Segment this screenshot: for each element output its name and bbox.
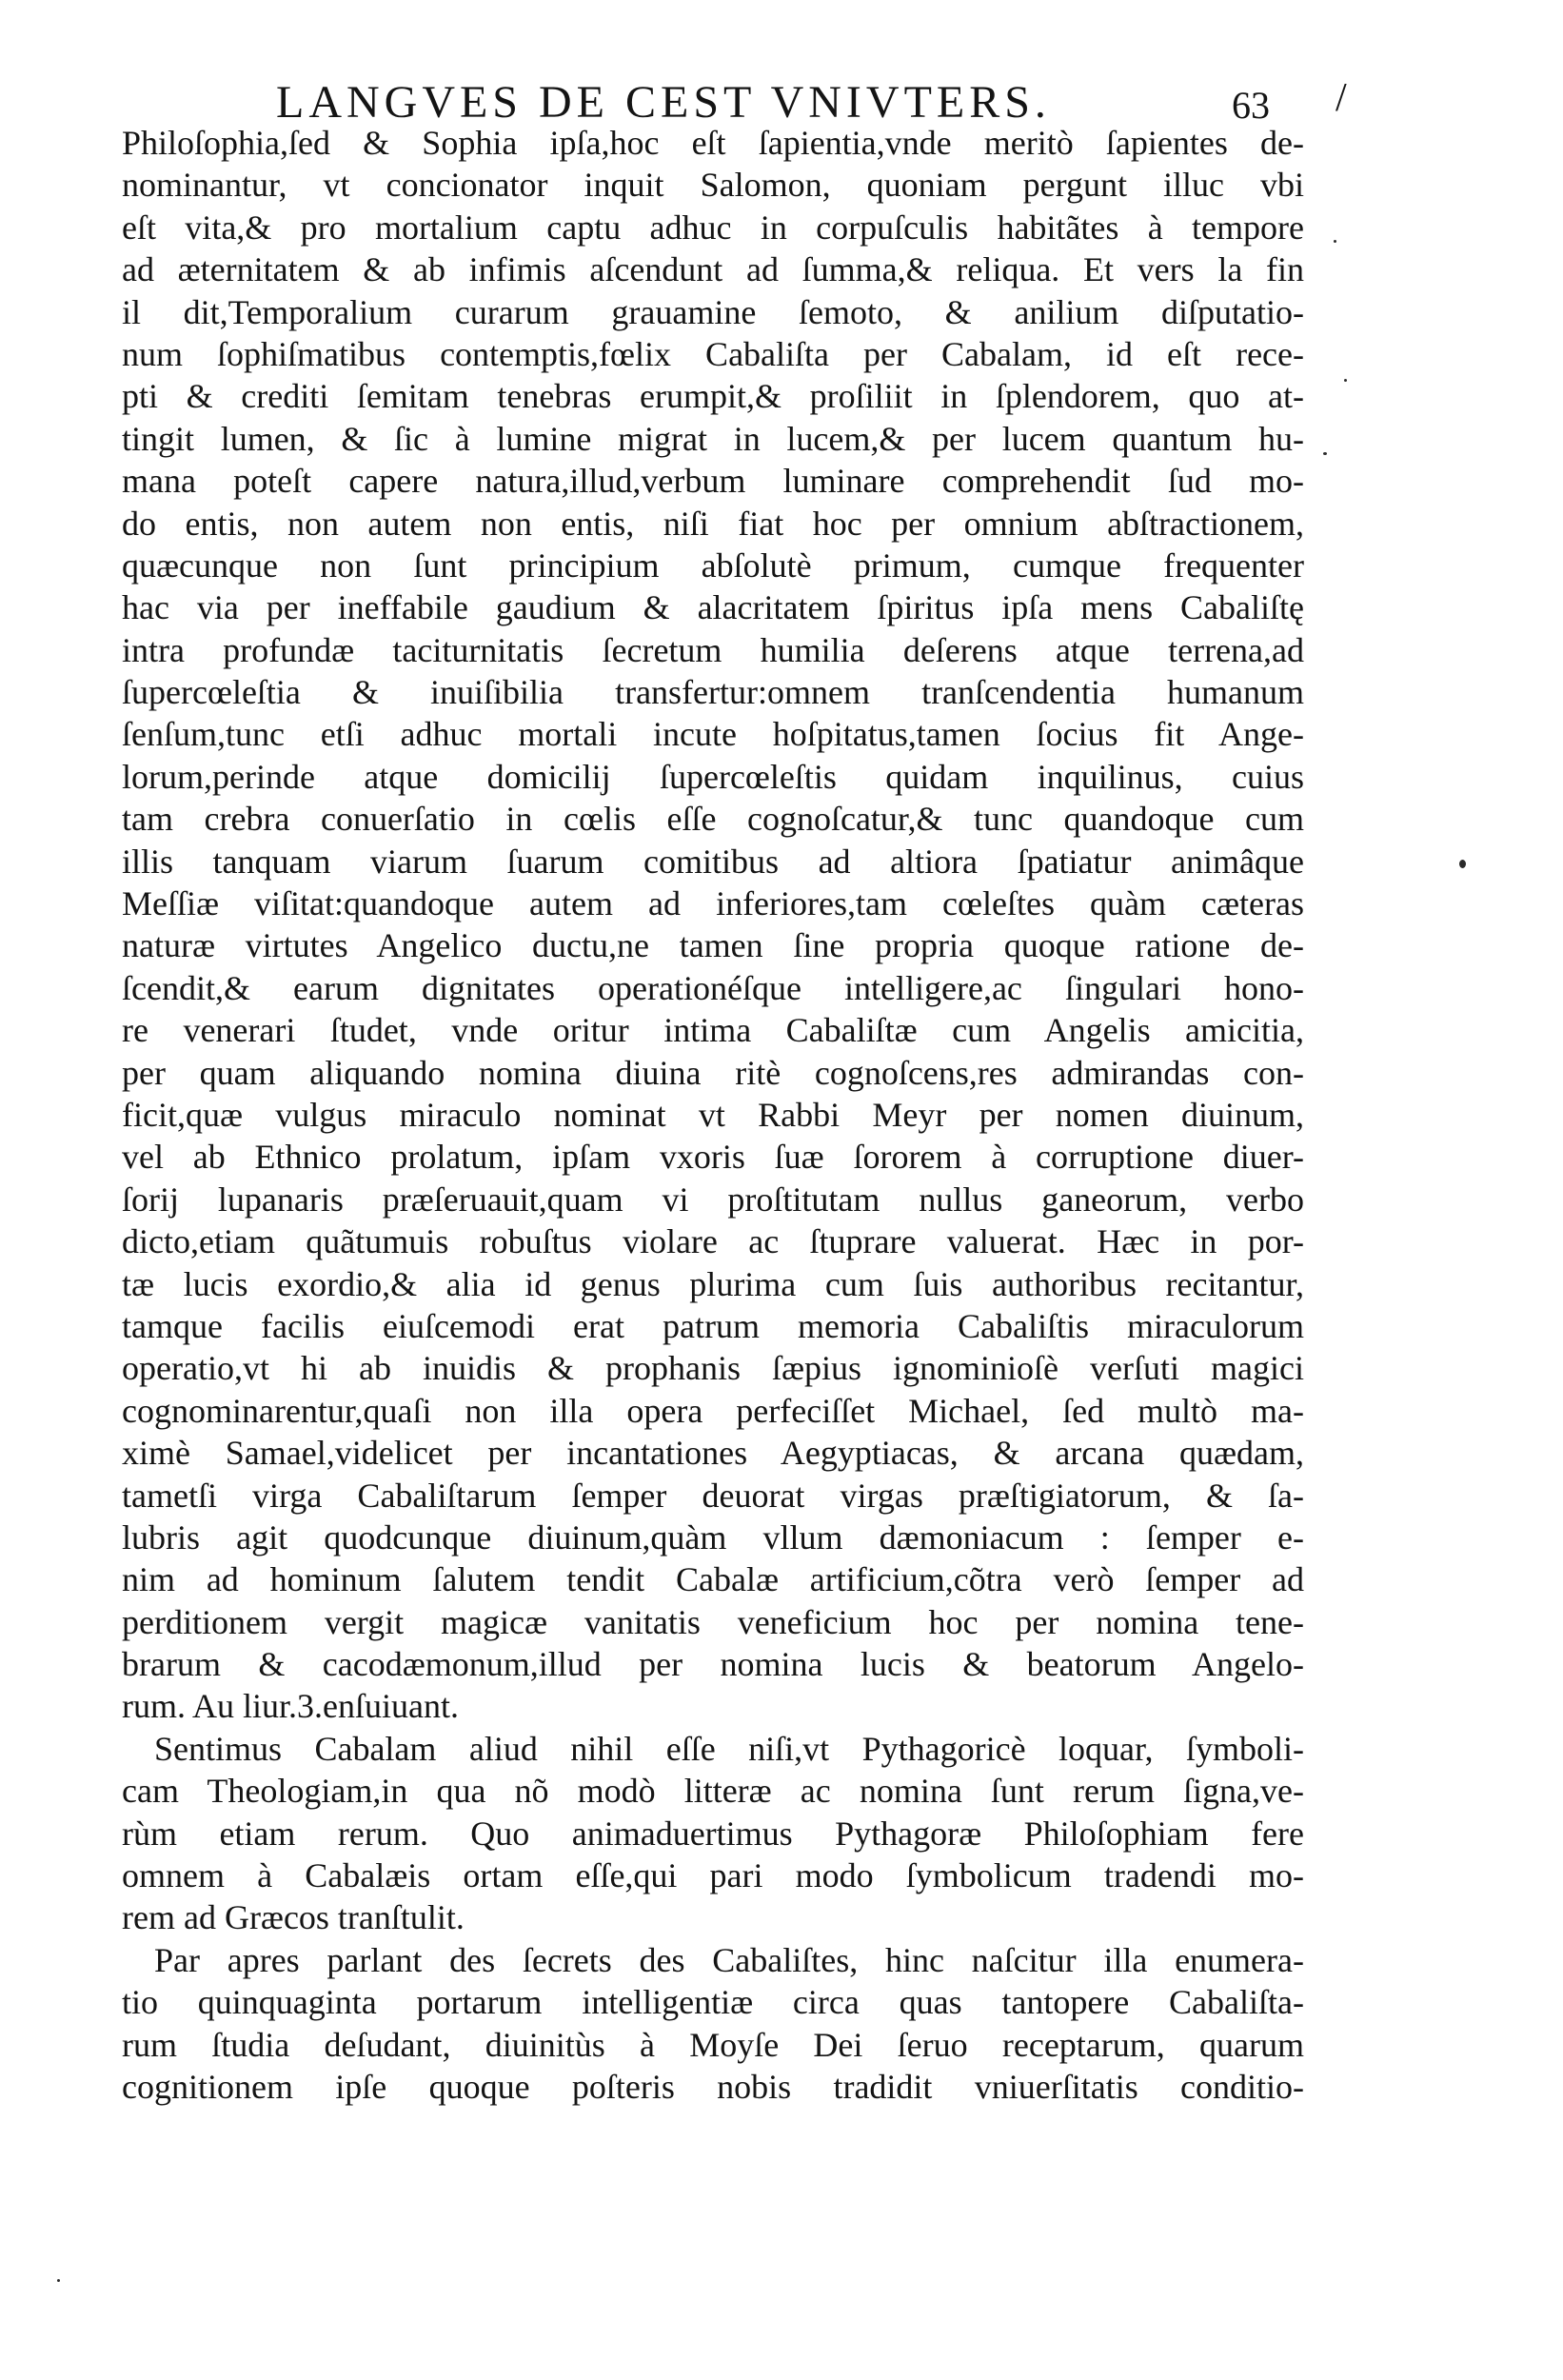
paragraph-2 <box>122 1728 1304 1939</box>
text-line: ficit,quæ vulgus miraculo nominat vt Rabbi Meyr per nomen diuinum, <box>122 1095 1304 1134</box>
body-text <box>122 122 1304 2108</box>
ink-speck <box>1323 452 1327 455</box>
paragraph-3 <box>122 1939 1304 2109</box>
text-line: rem ad Græcos tranſtulit. <box>122 1898 465 1937</box>
text-line: cognitionem ipſe quoque poſteris nobis tradidit vniuerſitatis conditio- <box>122 2067 1304 2106</box>
running-title: LANGVES DE CEST VNIVTERS. <box>276 77 1051 128</box>
text-line: Sentimus Cabalam aliud nihil eſſe niſi,vt Pythagoricè loquar, ſymboli- <box>154 1729 1304 1768</box>
text-line: Par apres parlant des ſecrets des Cabaliſtes, hinc naſcitur illa enumera- <box>154 1940 1304 1979</box>
text-line: tingit lumen, & ſic à lumine migrat in lucem,& per lucem quantum hu- <box>122 419 1304 458</box>
text-line: rùm etiam rerum. Quo animaduertimus Pythagoræ Philoſophiam fere <box>122 1814 1304 1853</box>
text-line: intra profundæ taciturnitatis ſecretum humilia deſerens atque terrena,ad <box>122 630 1304 669</box>
text-line: cognominarentur,quaſi non illa opera perfeciſſet Michael, ſed multò ma- <box>122 1391 1304 1430</box>
text-line: quæcunque non ſunt principium abſolutè primum, cumque frequenter <box>122 545 1304 585</box>
text-line: hac via per ineffabile gaudium & alacritatem ſpiritus ipſa mens Cabaliſtę <box>122 588 1304 627</box>
ink-speck <box>57 2279 60 2282</box>
text-line: illis tanquam viarum ſuarum comitibus ad altiora ſpatiatur animâque <box>122 842 1304 881</box>
text-line: tio quinquaginta portarum intelligentiæ circa quas tantopere Cabaliſta- <box>122 1983 1304 2022</box>
text-line: lorum,perinde atque domicilij ſupercœleſtis quidam inquilinus, cuius <box>122 757 1304 796</box>
text-line: Philoſophia,ſed & Sophia ipſa,hoc eſt ſapientia,vnde meritò ſapientes de- <box>122 124 1304 162</box>
text-line: ximè Samael,videlicet per incantationes Aegyptiacas, & arcana quædam, <box>122 1434 1304 1473</box>
text-line: ſenſum,tunc etſi adhuc mortali incute hoſpitatus,tamen ſocius fit Ange- <box>122 715 1304 754</box>
text-line: il dit,Temporalium curarum grauamine ſemoto, & anilium diſputatio- <box>122 292 1304 331</box>
text-line: cam Theologiam,in qua nõ modò litteræ ac nomina ſunt rerum ſigna,ve- <box>122 1772 1304 1811</box>
text-line: mana poteſt capere natura,illud,verbum luminare comprehendit ſud mo- <box>122 462 1304 501</box>
text-line: tam crebra conuerſatio in cœlis eſſe cognoſcatur,& tunc quandoque cum <box>122 800 1304 839</box>
ink-speck <box>1334 240 1336 243</box>
margin-mark: / <box>1335 76 1347 120</box>
text-line: pti & crediti ſemitam tenebras erumpit,& proſiliit in ſplendorem, quo at- <box>122 377 1304 416</box>
ink-speck <box>1459 860 1466 868</box>
text-line: perditionem vergit magicæ vanitatis veneficium hoc per nomina tene- <box>122 1602 1304 1641</box>
text-line: num ſophiſmatibus contemptis,fœlix Cabaliſta per Cabalam, id eſt rece- <box>122 334 1304 373</box>
text-line: omnem à Cabalæis ortam eſſe,qui pari modo ſymbolicum tradendi mo- <box>122 1856 1304 1895</box>
text-line: rum. Au liur.3.enſuiuant. <box>122 1687 459 1726</box>
text-line: nim ad hominum ſalutem tendit Cabalæ artificium,cõtra verò ſemper ad <box>122 1560 1304 1599</box>
text-line: tamque facilis eiuſcemodi erat patrum memoria Cabaliſtis miraculorum <box>122 1306 1304 1345</box>
ink-speck <box>1344 379 1347 382</box>
text-line: dicto,etiam quãtumuis robuſtus violare ac ſtuprare valuerat. Hæc in por- <box>122 1222 1304 1261</box>
text-line: brarum & cacodæmonum,illud per nomina lucis & beatorum Angelo- <box>122 1645 1304 1684</box>
text-line: naturæ virtutes Angelico ductu,ne tamen ſine propria quoque ratione de- <box>122 926 1304 965</box>
text-line: nominantur, vt concionator inquit Salomon, quoniam pergunt illuc vbi <box>122 166 1304 205</box>
text-line: rum ſtudia deſudant, diuinitùs à Moyſe Dei ſeruo receptarum, quarum <box>122 2025 1304 2064</box>
text-line: Meſſiæ viſitat:quandoque autem ad inferiores,tam cœleſtes quàm cæteras <box>122 884 1304 923</box>
paragraph-1 <box>122 122 1304 1728</box>
text-line: per quam aliquando nomina diuina ritè cognoſcens,res admirandas con- <box>122 1053 1304 1092</box>
text-line: tæ lucis exordio,& alia id genus plurima cum ſuis authoribus recitantur, <box>122 1264 1304 1303</box>
text-line: operatio,vt hi ab inuidis & prophanis ſæpius ignominioſè verſuti magici <box>122 1349 1304 1388</box>
text-line: vel ab Ethnico prolatum, ipſam vxoris ſuæ ſororem à corruptione diuer- <box>122 1138 1304 1177</box>
text-line: re venerari ſtudet, vnde oritur intima Cabaliſtæ cum Angelis amicitia, <box>122 1011 1304 1050</box>
text-line: ſupercœleſtia & inuiſibilia transfertur:omnem tranſcendentia humanum <box>122 673 1304 712</box>
text-line: ſorij lupanaris præſeruauit,quam vi proſtitutam nullus ganeorum, verbo <box>122 1180 1304 1219</box>
page-number: 63 <box>1232 84 1270 127</box>
text-line: eſt vita,& pro mortalium captu adhuc in corpuſculis habitãtes à tempore <box>122 208 1304 247</box>
text-line: do entis, non autem non entis, niſi fiat hoc per omnium abſtractionem, <box>122 504 1304 543</box>
text-line: ad æternitatem & ab infimis aſcendunt ad ſumma,& reliqua. Et vers la fin <box>122 250 1304 289</box>
text-line: tametſi virga Cabaliſtarum ſemper deuorat virgas præſtigiatorum, & ſa- <box>122 1476 1304 1515</box>
text-line: lubris agit quodcunque diuinum,quàm vllum dæmoniacum : ſemper e- <box>122 1517 1304 1557</box>
text-line: ſcendit,& earum dignitates operationéſque intelligere,ac ſingulari hono- <box>122 968 1304 1007</box>
